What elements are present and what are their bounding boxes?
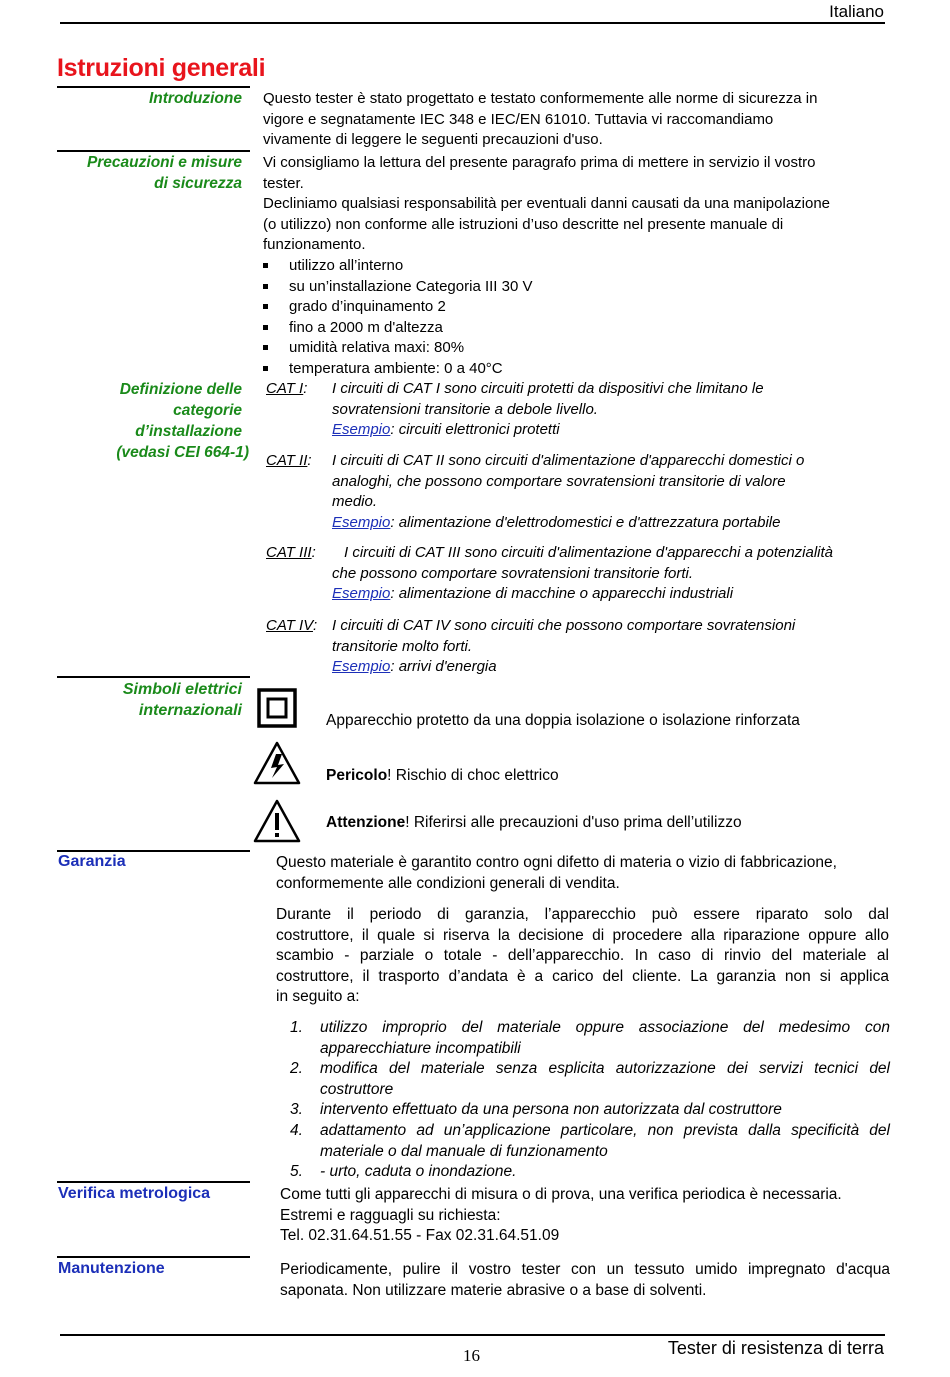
text-line: Tel. 02.31.64.51.55 - Fax 02.31.64.51.09 [280,1227,560,1245]
footer-product: Tester di resistenza di terra [667,1338,884,1358]
bullet-icon [263,359,289,380]
caution-icon [252,798,302,844]
list-item [290,1121,890,1162]
side-heading-introduzione: Introduzione [149,90,242,107]
text-line: Come tutti gli apparecchi di misura o di prova, una verifica periodica è necessaria. [280,1186,842,1203]
text-line: I circuiti di CAT II sono circuiti d'alimentazione d'apparecchi domestici o [332,452,805,469]
bullet-icon [263,297,289,318]
footer-rule [60,1334,885,1336]
text-line: Durante il periodo di garanzia, l’apparecchio può essere riparato solo dal [276,906,889,923]
text-line: (o utilizzo) non conforme alle istruzioni d’uso descritte nel presente manuale di [263,215,784,233]
list-number: 1. [290,1019,303,1036]
text-line: I circuiti di CAT IV sono circuiti che possono comportare sovratensioni [332,617,796,634]
header-language: Italiano [829,2,884,21]
garanzia-p1 [276,853,889,894]
heading-line: d’installazione [135,423,242,440]
text-line: Questo materiale è garantito contro ogni difetto di materia o vizio di fabbricazione, [276,854,837,871]
text-line: intervento effettuato da una persona non autorizzata dal costruttore [320,1101,782,1119]
cat-colon: : [311,544,316,561]
text-line: analoghi, che possono comportare sovratensioni transitorie di valore [332,472,786,490]
text-line: costruttore, il quale si riserva la decisione di procedere alla riparazione oppure allo [276,926,889,944]
list-item [263,359,532,380]
text-line: I circuiti di CAT I sono circuiti protetti da dispositivi che limitano le [332,380,764,397]
section-rule [57,1181,250,1183]
side-heading-precauzioni [52,152,242,194]
cat-colon: : [303,380,308,397]
text-line: sovratensioni transitorie a debole livello. [332,400,598,418]
list-item [263,256,532,277]
symbol-description [326,767,559,785]
text-line: apparecchiature incompatibili [320,1039,521,1057]
precauzioni-text [263,153,889,256]
bullet-icon [263,338,289,359]
list-item [263,297,532,318]
electric-shock-warning-icon [252,740,302,786]
cat-tag: CAT IV [266,617,313,634]
page-number: 16 [463,1346,480,1365]
text-line: utilizzo improprio del materiale oppure associazione del medesimo con [320,1019,890,1036]
list-item [263,318,532,339]
example-label: Esempio [332,658,391,676]
bullet-text: temperatura ambiente: 0 a 40°C [289,359,503,377]
symbol-text: ! Rischio di choc elettrico [387,767,559,784]
side-heading-simboli [52,679,242,721]
example-text: : alimentazione di macchine o apparecchi industriali [390,585,734,603]
text-line: I circuiti di CAT III sono circuiti d'alimentazione d'apparecchi a potenzialità [344,544,834,561]
verifica-text [280,1185,890,1247]
bullet-text: utilizzo all’interno [289,257,404,274]
heading-line: Simboli elettrici [122,681,242,698]
cat-iii-block [266,543,896,603]
header-rule [60,22,885,24]
cat-tag: CAT II [266,452,308,469]
bullet-icon [263,256,289,277]
list-item [263,338,532,359]
section-rule [57,850,250,852]
garanzia-p2 [276,905,889,1008]
list-item [263,277,532,298]
double-insulation-icon [257,688,297,728]
cat-i-block [266,379,896,439]
text-line: Questo tester è stato progettato e testato conformemente alle norme di sicurezza in [263,90,818,107]
list-number: 3. [290,1101,303,1119]
list-item [290,1059,890,1100]
bullet-icon [263,277,289,298]
symbol-text: ! Riferirsi alle precauzioni d'uso prima dell’utilizzo [405,814,742,831]
bullet-text: fino a 2000 m d'altezza [289,318,443,336]
text-line: scambio - parziale o totale - dell’apparecchio. In caso di rinvio del materiale al [276,947,889,965]
bullet-text: umidità relativa maxi: 80% [289,339,465,357]
bullet-text: grado d’inquinamento 2 [289,298,446,316]
list-number: 5. [290,1163,303,1181]
heading-line: Definizione delle [119,381,242,398]
garanzia-list [290,1018,890,1183]
side-heading-garanzia: Garanzia [58,853,126,870]
text-line: Estremi e ragguagli su richiesta: [280,1206,501,1224]
example-label: Esempio [332,513,391,531]
example-text: : arrivi d'energia [390,658,497,676]
symbol-bold-label: Attenzione [326,814,406,831]
cat-tag: CAT I [266,380,304,397]
example-label: Esempio [332,585,391,603]
section-rule [57,676,250,678]
text-line: Vi consigliamo la lettura del presente paragrafo prima di mettere in servizio il vostro [263,154,816,171]
list-item [290,1018,890,1059]
intro-text [263,89,889,151]
symbol-bold-label: Pericolo [326,767,388,784]
example-text: : alimentazione d'elettrodomestici e d'attrezzatura portabile [390,513,781,531]
heading-line: Precauzioni e misure [86,154,242,171]
section-rule [57,1256,250,1258]
text-line: tester. [263,174,304,192]
cat-colon: : [307,452,312,469]
side-heading-categorie [52,379,249,463]
text-line: in seguito a: [276,988,360,1006]
list-number: 2. [290,1060,303,1078]
text-line: medio. [332,493,378,511]
manutenzione-text [280,1260,890,1301]
text-line: costruttore [320,1080,394,1098]
cat-colon: : [312,617,318,634]
text-line: modifica del materiale senza esplicita autorizzazione dei servizi tecnici del [320,1060,890,1078]
heading-line: categorie [173,402,242,419]
text-line: transitorie molto forti. [332,637,473,655]
text-line: vigore e segnatamente IEC 348 e IEC/EN 61010. Tuttavia vi raccomandiamo [263,110,774,128]
symbol-description [326,712,800,730]
text-line: conformemente alle condizioni generali di vendita. [276,874,620,892]
text-line: funzionamento. [263,236,366,254]
side-heading-verifica: Verifica metrologica [58,1185,211,1202]
text-line: Decliniamo qualsiasi responsabilità per eventuali danni causati da una manipolazione [263,195,831,213]
example-text: : circuiti elettronici protetti [390,421,560,439]
list-item [290,1162,890,1183]
heading-line: internazionali [138,702,242,719]
list-item [290,1100,890,1121]
text-line: costruttore, il trasporto d’andata è a carico del cliente. La garanzia non si applica [276,967,889,985]
text-line: vivamente di leggere le seguenti precauzioni d'uso. [263,131,603,149]
text-line: adattamento ad un’applicazione particolare, non prevista dalla specificità del [320,1121,890,1139]
bullet-icon [263,318,289,339]
text-line: saponata. Non utilizzare materie abrasive o a base di solventi. [280,1281,707,1299]
example-label: Esempio [332,421,391,439]
cat-ii-block [266,451,896,531]
page-title: Istruzioni generali [57,54,266,82]
cat-iv-block [266,616,896,676]
bullet-text: su un’installazione Categoria III 30 V [289,277,533,295]
bullet-list [263,256,532,380]
text-line: Periodicamente, pulire il vostro tester con un tessuto umido impregnato d'acqua [280,1261,890,1278]
text-line: materiale o dal manuale di funzionamento [320,1142,608,1160]
cat-tag: CAT III [266,544,312,561]
symbol-text: Apparecchio protetto da una doppia isolazione o isolazione rinforzata [326,712,800,729]
heading-line: di sicurezza [154,175,242,192]
symbol-description [326,814,742,832]
heading-line: (vedasi CEI 664-1) [116,444,249,461]
side-heading-manutenzione: Manutenzione [58,1260,165,1277]
text-line: - urto, caduta o inondazione. [320,1163,517,1181]
list-number: 4. [290,1121,303,1139]
text-line: che possono comportare sovratensioni transitorie forti. [332,564,694,582]
